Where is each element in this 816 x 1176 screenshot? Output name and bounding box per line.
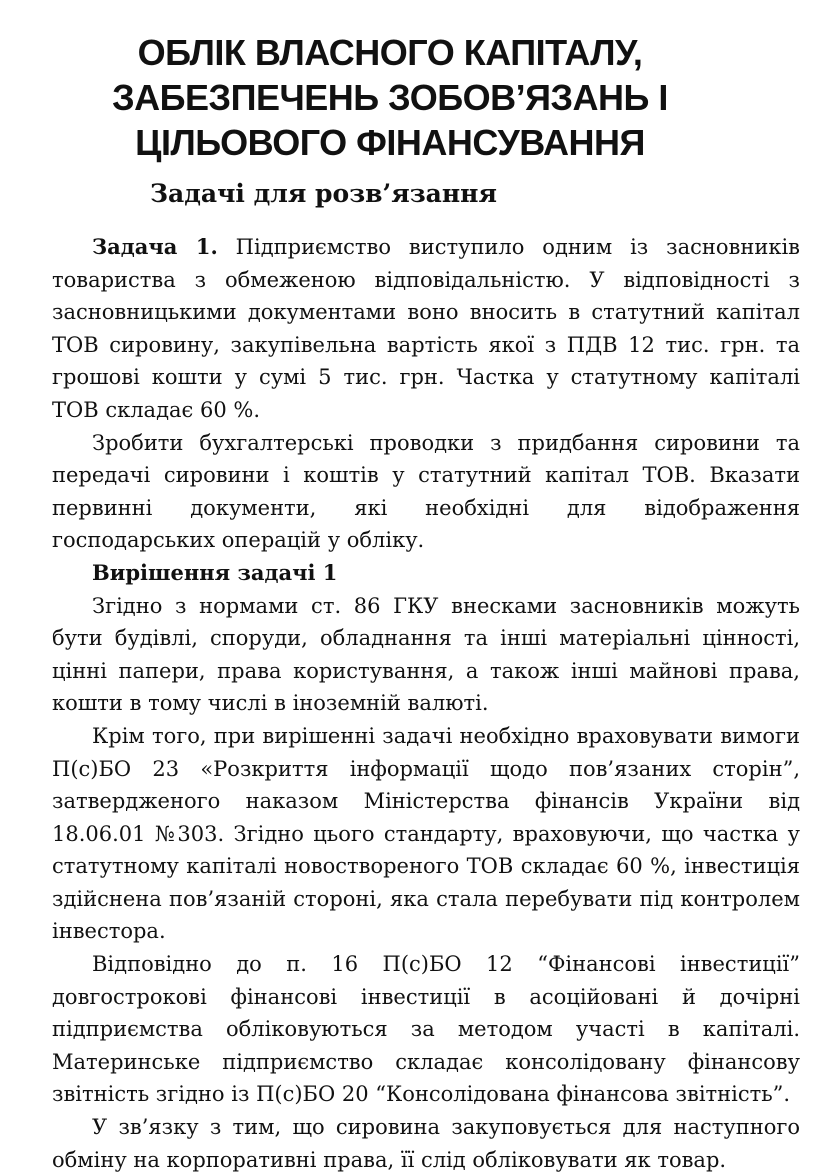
section-subtitle: Задачі для розв’язання	[150, 179, 497, 208]
document-body	[52, 231, 800, 1176]
task-1-request-paragraph: Зробити бухгалтерські проводки з придбання сировини та передачі сировини і коштів у статутний капітал ТОВ. Вказати первинні документи, які необхідні для відображення господарських операцій у обліку.	[52, 430, 800, 553]
solution-paragraph-2: Крім того, при вирішенні задачі необхідно враховувати вимоги П(с)БО 23 «Розкриття інформації щодо пов’язаних сторін”, затвердженого наказом Міністерства фінансів України від 18.06.01 №303. Згідно цього стандарту, враховуючи, що частка у статутному капіталі новоствореного ТОВ складає 60 %, інвестиція здійснена пов’язаній стороні, яка стала перебувати під контролем інвестора.	[52, 723, 800, 944]
task-1-label: Задача 1.	[92, 234, 218, 259]
chapter-title	[60, 30, 720, 165]
chapter-title-line-2: ЗАБЕЗПЕЧЕНЬ ЗОБОВ’ЯЗАНЬ І	[112, 77, 668, 118]
chapter-title-line-1: ОБЛІК ВЛАСНОГО КАПІТАЛУ,	[137, 32, 643, 73]
solution-heading: Вирішення задачі 1	[92, 559, 338, 585]
solution-paragraph-1: Згідно з нормами ст. 86 ГКУ внесками засновників можуть бути будівлі, споруди, обладнання та інші матеріальні цінності, цінні папери, права користування, а також інші майнові права, кошти в тому числі в іноземній валюті.	[52, 593, 800, 716]
task-1-paragraph	[52, 231, 800, 427]
chapter-title-line-3: ЦІЛЬОВОГО ФІНАНСУВАННЯ	[135, 122, 645, 163]
solution-paragraph-4: У зв’язку з тим, що сировина закуповується для наступного обміну на корпоративні права, її слід обліковувати як товар.	[52, 1115, 800, 1172]
task-1-text: Підприємство виступило одним із засновників товариства з обмеженою відповідальністю. У відповідності з засновницькими документами воно вносить в статутний капітал ТОВ сировину, закупівельна вартість якої з ПДВ 12 тис. грн. та грошові кошти у сумі 5 тис. грн. Частка у статутному капіталі ТОВ складає 60 %.	[52, 235, 800, 422]
solution-paragraph-3: Відповідно до п. 16 П(с)БО 12 “Фінансові інвестиції” довгострокові фінансові інвестиції в асоційовані й дочірні підприємства обліковуються за методом участі в капіталі. Материнське підприємство складає консолідовану фінансову звітність згідно із П(с)БО 20 “Консолідована фінансова звітність”.	[52, 952, 800, 1107]
